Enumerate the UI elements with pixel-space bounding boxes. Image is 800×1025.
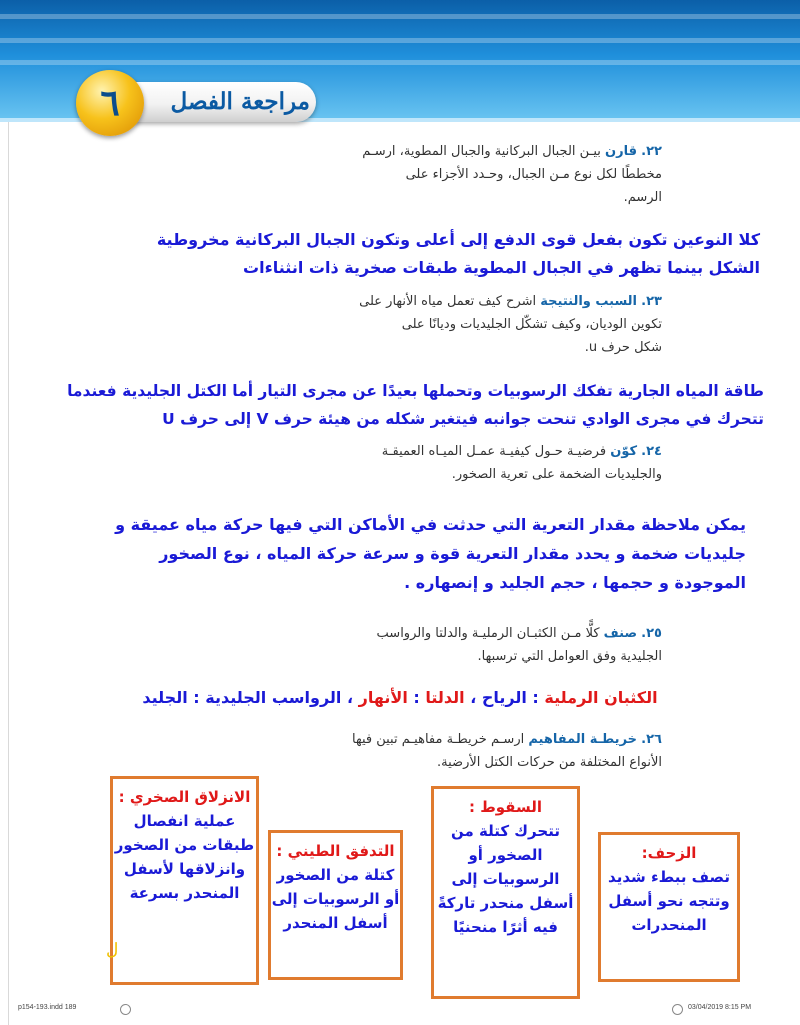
question-keyword: السبب والنتيجة — [540, 294, 638, 309]
concept-box-title: السقوط : — [468, 798, 543, 816]
answer-term: الأنهار — [358, 688, 408, 707]
question-line: فرضيـة حـول كيفيـة عمـل الميـاه العميقـة — [381, 444, 607, 459]
answer-line: كلا النوعين تكون بفعل قوى الدفع إلى أعلى وتكون الجبال البركانية مخروطية — [156, 230, 760, 249]
banner-stripe — [0, 14, 800, 19]
answer-25 — [60, 685, 740, 711]
chapter-title: مراجعة الفصل — [170, 88, 310, 115]
question-line: شكل حرف u. — [584, 340, 662, 355]
question-24 — [300, 440, 662, 486]
question-number: ٢٢. — [641, 144, 662, 159]
footer-timestamp: 03/04/2019 8:15 PM — [688, 1004, 752, 1011]
question-number: ٢٤. — [641, 444, 662, 459]
question-line: كلًّا مـن الكثبـان الرمليـة والدلتا والرواسب — [376, 626, 600, 641]
question-line: والجليديات الضخمة على تعرية الصخور. — [451, 467, 662, 482]
registration-mark — [120, 1004, 131, 1015]
question-number: ٢٦. — [641, 732, 662, 747]
question-line: تكوين الوديان، وكيف تشكّل الجليديات وديانًا على — [401, 317, 662, 332]
question-keyword: صنف — [603, 626, 638, 641]
question-line: الرسم. — [623, 190, 662, 205]
concept-box-body: تصف ببطء شديد وتتجه نحو أسفل المنحدرات — [608, 868, 730, 934]
answer-line: طاقة المياه الجارية تفكك الرسوبيات وتحملها بعيدًا عن مجرى التيار أما الكتل الجليدية فعندما — [67, 382, 764, 400]
answer-term: الكثبان الرملية — [544, 688, 658, 707]
answer-line: الشكل بينما تظهر في الجبال المطوية طبقات صخرية ذات انثناءات — [243, 258, 760, 277]
concept-box-title: التدفق الطيني : — [276, 842, 395, 860]
question-keyword: قارن — [605, 144, 638, 159]
answer-term: الدلتا — [425, 688, 465, 707]
answer-22 — [60, 226, 760, 282]
chapter-number: ٦ — [100, 82, 120, 124]
concept-box-body: كتلة من الصخور أو الرسوبيات إلى أسفل المنحدر — [271, 866, 400, 932]
concept-box-title: الزحف: — [641, 844, 697, 862]
question-line: مخططًا لكل نوع مـن الجبال، وحـدد الأجزاء على — [405, 167, 662, 182]
answer-line: جليديات ضخمة و يحدد مقدار التعرية قوة و سرعة حركة المياه ، نوع الصخور — [159, 544, 746, 563]
concept-box-rockslide — [110, 776, 259, 985]
banner-stripe — [0, 60, 800, 65]
question-number: ٢٥. — [641, 626, 662, 641]
question-line: الجليدية وفق العوامل التي ترسبها. — [477, 649, 662, 664]
question-keyword: خريطـة المفاهيم — [528, 732, 638, 747]
page-edge-line — [8, 0, 9, 1025]
concept-box-body: عملية انفصال طبقات من الصخور وانزلاقها لأسفل المنحدر بسرعة — [114, 812, 255, 902]
answer-text: : الرياح ، — [464, 688, 545, 707]
concept-box-slump — [431, 786, 580, 999]
question-keyword: كوّن — [610, 444, 638, 459]
footer-file-info: p154-193.indd 189 — [18, 1004, 77, 1011]
banner-stripe — [0, 38, 800, 43]
concept-box-title: الانزلاق الصخري : — [118, 788, 251, 806]
question-line: ارسـم خريطـة مفاهيـم تبين فيها — [351, 732, 525, 747]
answer-text: ، الرواسب الجليدية : الجليد — [142, 688, 359, 707]
answer-line: يمكن ملاحظة مقدار التعرية التي حدثت في الأماكن التي فيها حركة مياه عميقة و — [115, 515, 746, 534]
answer-24 — [40, 510, 746, 597]
answer-text: : — [407, 688, 426, 707]
question-22 — [300, 140, 662, 209]
concept-box-creep — [598, 832, 740, 982]
answer-line: الموجودة و حجمها ، حجم الجليد و إنصهاره . — [404, 573, 746, 592]
answer-line: تتحرك في مجرى الوادي تنحت جوانبه فيتغير شكله من هيئة حرف V إلى حرف U — [162, 410, 764, 428]
registration-mark — [672, 1004, 683, 1015]
concept-box-body: تتحرك كتلة من الصخور أو الرسوبيات إلى أسفل منحدر تاركةً فيه أثرًا منحنيًا — [437, 822, 574, 936]
answer-23 — [20, 377, 764, 433]
question-line: بيـن الجبال البركانية والجبال المطوية، ارسـم — [362, 144, 601, 159]
margin-mark: ل — [106, 940, 119, 960]
question-number: ٢٣. — [641, 294, 662, 309]
concept-box-mudflow — [268, 830, 403, 980]
question-line: اشرح كيف تعمل مياه الأنهار على — [359, 294, 537, 309]
question-26 — [300, 728, 662, 774]
question-23 — [300, 290, 662, 359]
question-line: الأنواع المختلفة من حركات الكتل الأرضية. — [437, 755, 662, 770]
question-25 — [300, 622, 662, 668]
